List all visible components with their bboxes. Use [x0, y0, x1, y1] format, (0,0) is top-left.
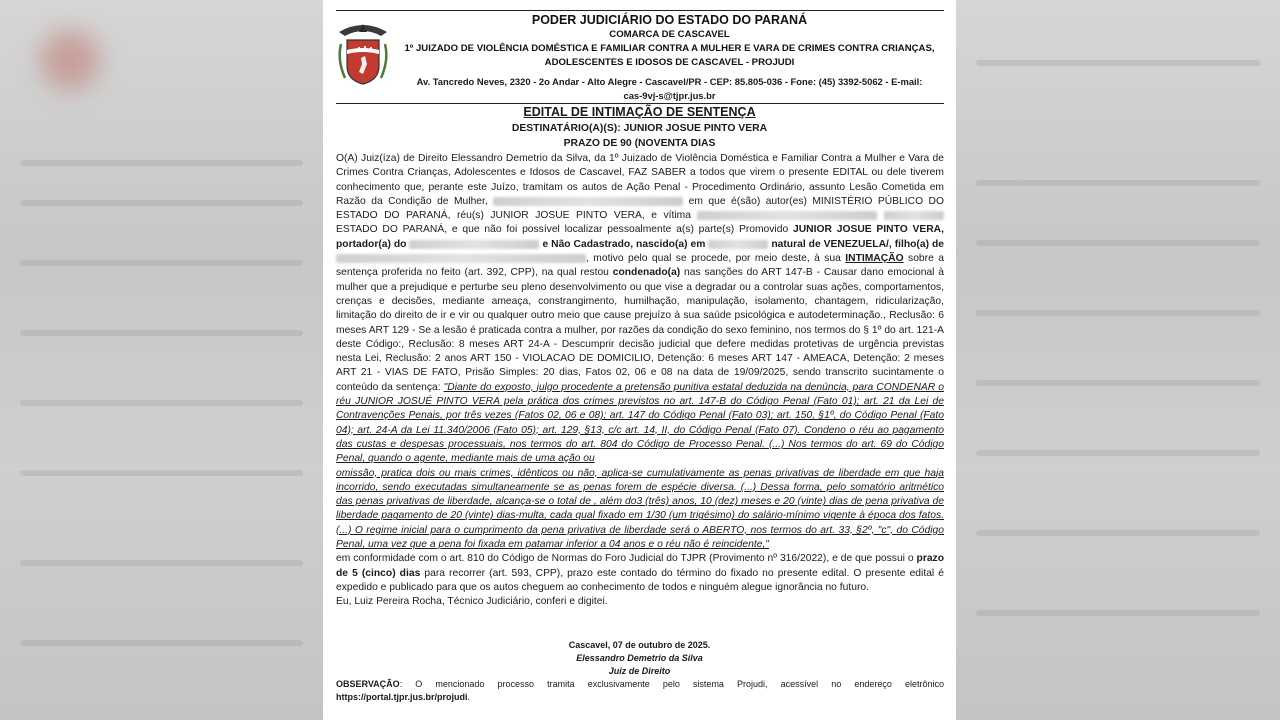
deadline-line: PRAZO DE 90 (NOVENTA DIAS — [563, 138, 716, 149]
edict-document — [323, 0, 956, 720]
signature-block — [323, 639, 956, 678]
convicted-keyword: condenado(a) — [612, 267, 681, 279]
recipient-line: DESTINATÁRIO(A)(S): JUNIOR JOSUE PINTO VERA — [511, 123, 768, 134]
redacted-victim-name-cont — [884, 211, 944, 220]
body-text-bold: natural de VENEZUELA/, filho(a) de — [771, 238, 944, 250]
edict-body — [336, 152, 944, 610]
place-date: Cascavel, 07 de outubro de 2025. — [568, 640, 711, 650]
sentence-quote-part-1: "Diante do exposto, julgo procedente a pretensão punitiva estatal deduzida na denúncia, para CONDENAR o réu JUNIOR JOSUÉ PINTO VERA pela prática dos crimes previstos no art. 147-B do Código Penal (Fato 01); art. 21 da Lei de Contravenções Penais, por três vezes (Fatos 02, 06 e 08); art. 147 do Código Penal (Fato 03); art. 150, §1º, do Código Penal (Fato 04); art. 24-A da Lei 11.340/2006 (Fato 05); art. 129, §13, c/c art. 14, II, do Código Penal (Fato 07). Condeno o réu ao pagamento das custas e despesas processuais, nos termos do art. 804 do Código de Processo Penal. (...) Nos termos do art. 69 do Código Penal, quando o agente, mediante mais de uma ação ou — [336, 381, 944, 465]
redacted-parents — [336, 254, 586, 263]
blurred-backdrop-right — [956, 0, 1280, 720]
blurred-line — [20, 160, 303, 166]
header-top-rule — [336, 10, 944, 11]
blurred-backdrop-left — [0, 0, 323, 720]
document-header — [395, 12, 944, 70]
body-text: para recorrer (art. 593, CPP), prazo este contado do término do fixado no presente edital. O presente edital é expedido e publicado para que os autos cheguem ao conhecimento de todos e ninguém alegue ignorância no futuro. — [336, 567, 944, 593]
observation-label: OBSERVAÇÃO — [336, 679, 400, 689]
blurred-line — [20, 560, 303, 566]
projudi-link[interactable]: https://portal.tjpr.jus.br/projudi — [336, 692, 468, 702]
body-text: , motivo pelo qual se procede, por meio deste, à sua — [586, 253, 841, 265]
court-unit-line-2: ADOLESCENTES E IDOSOS DE CASCAVEL - PROJUDI — [544, 57, 795, 68]
blurred-line — [976, 60, 1260, 66]
title-text: EDITAL DE INTIMAÇÃO DE SENTENÇA — [523, 105, 756, 119]
blurred-line — [976, 450, 1260, 456]
body-text: ESTADO DO PARANÁ, e que não foi possível localizar pessoalmente a(s) parte(s) Promovido — [336, 224, 789, 236]
observation-note — [336, 678, 944, 704]
observation-end: . — [467, 692, 471, 702]
address-line: Av. Tancredo Neves, 2320 - 2o Andar - Alto Alegre - Cascavel/PR - CEP: 85.805-036 - Fone: (45) 3392-5062 - E-mail: — [416, 76, 923, 87]
body-text: nas sanções do ART 147-B - Causar dano emocional à mulher que a prejudique e perturbe seu pleno desenvolvimento ou que vise a degradar ou a controlar suas ações, comportamentos, crenças e decisões, mediante ameaça, constrangimento, humilhação, manipulação, isolamento, chantagem, ridicularização, limitação do direito de ir e vir ou qualquer outro meio que cause prejuízo à sua saúde psicológica e autodeterminação., Reclusão: 6 meses ART 129 - Se a lesão é praticada contra a mulher, por razões da condição do sexo feminino, nos termos do § 1º do art. 121-A deste Código:, Reclusão: 8 meses ART 24-A - Descumprir decisão judicial que defere medidas protetivas de urgência previstas nesta Lei, Reclusão: 2 anos ART 150 - VIOLACAO DE DOMICILIO, Detenção: 6 meses ART 147 - AMEACA, Detenção: 2 meses ART 21 - VIAS DE FATO, Prisão Simples: 20 dias, Fatos 02, 06 e 08 na data de 19/09/2025, sendo transcrito sucintamente o conteúdo da sentença: — [336, 267, 944, 393]
blurred-line — [20, 470, 303, 476]
blurred-crest-shadow — [40, 30, 100, 90]
court-name: PODER JUDICIÁRIO DO ESTADO DO PARANÁ — [531, 13, 808, 27]
blurred-line — [976, 530, 1260, 536]
observation-text: : O mencionado processo tramita exclusivamente pelo sistema Projudi, acessível no endereço eletrônico — [399, 679, 944, 689]
body-text: em que é(são) autor(es) MINISTÉRIO PÚBLICO DO ESTADO DO PARANÁ, réu(s) JUNIOR JOSUE PINTO VERA, e vítima — [336, 195, 944, 222]
body-text-bold: e Não Cadastrado, nascido(a) em — [542, 238, 706, 250]
email-line: cas-9vj-s@tjpr.jus.br — [623, 90, 716, 101]
blurred-line — [976, 240, 1260, 246]
redacted-document — [409, 240, 539, 249]
blurred-line — [20, 330, 303, 336]
clerk-line: Eu, Luiz Pereira Rocha, Técnico Judiciário, conferi e digitei. — [336, 596, 608, 608]
blurred-line — [976, 380, 1260, 386]
body-text: em conformidade com o art. 810 do Código de Normas do Foro Judicial do TJPR (Provimento nº 316/2022), e de que possui o — [336, 553, 914, 565]
quote-paragraph — [336, 467, 944, 553]
document-title — [323, 104, 956, 120]
defendant-name: JUNIOR JOSUE PINTO VERA, portador(a) do — [336, 224, 944, 250]
intimation-keyword: INTIMAÇÃO — [845, 253, 904, 265]
blurred-line — [976, 610, 1260, 616]
redacted-victim-name — [697, 211, 877, 220]
main-paragraph — [336, 152, 944, 467]
body-text: sobre a sentença proferida no feito (art. 392, CPP), na qual restou — [336, 253, 944, 279]
blurred-line — [20, 400, 303, 406]
judge-role: Juiz de Direito — [608, 666, 671, 676]
closing-paragraph — [336, 552, 944, 595]
blurred-line — [20, 260, 303, 266]
appeal-deadline: prazo de 5 (cinco) dias — [336, 553, 944, 579]
redacted-process-number — [493, 197, 683, 206]
sentence-quote-part-2: omissão, pratica dois ou mais crimes, idênticos ou não, aplica-se cumulativamente as penas privativas de liberdade em que haja incorrido, sendo executadas simultaneamente se as penas forem de espécie diversa. (...) Dessa forma, pelo somatório aritmético das penas privativas de liberdade, alcança-se o total de , além do3 (três) anos, 10 (dez) meses e 20 (vinte) dias de pena privativa de liberdade pagamento de 20 (vinte) dias-multa, cada qual fixado em 1/30 (um trigésimo) do salário-mínimo vigente à época dos fatos. (...) O regime inicial para o cumprimento da pena privativa de liberdade será o ABERTO, nos termos do art. 33, §2º, "c", do Código Penal, uma vez que a pena foi fixada em patamar inferior a 04 anos e o réu não é reincidente," — [336, 467, 944, 551]
blurred-line — [20, 200, 303, 206]
blurred-line — [976, 310, 1260, 316]
blurred-line — [976, 180, 1260, 186]
judge-name: Elessandro Demetrio da Silva — [576, 653, 703, 663]
body-text: O(A) Juiz(íza) de Direito Elessandro Demetrio da Silva, da 1º Juizado de Violência Doméstica e Familiar Contra a Mulher e Vara de Crimes Contra Crianças, Adolescentes e Idosos de Cascavel, FAZ SABER a todos que virem o presente EDITAL ou dele tiverem conhecimento que, perante este Juízo, tramitam os autos de Ação Penal - Procedimento Ordinário, assunto Lesão Cometida em Razão da Condição de Mulher, — [336, 153, 944, 207]
court-address — [323, 75, 944, 103]
redacted-birthdate — [708, 240, 768, 249]
court-unit-line-1: 1º JUIZADO DE VIOLÊNCIA DOMÉSTICA E FAMILIAR CONTRA A MULHER E VARA DE CRIMES CONTRA CRIANÇAS, — [404, 43, 935, 54]
district-name: COMARCA DE CASCAVEL — [609, 29, 730, 40]
blurred-line — [20, 640, 303, 646]
